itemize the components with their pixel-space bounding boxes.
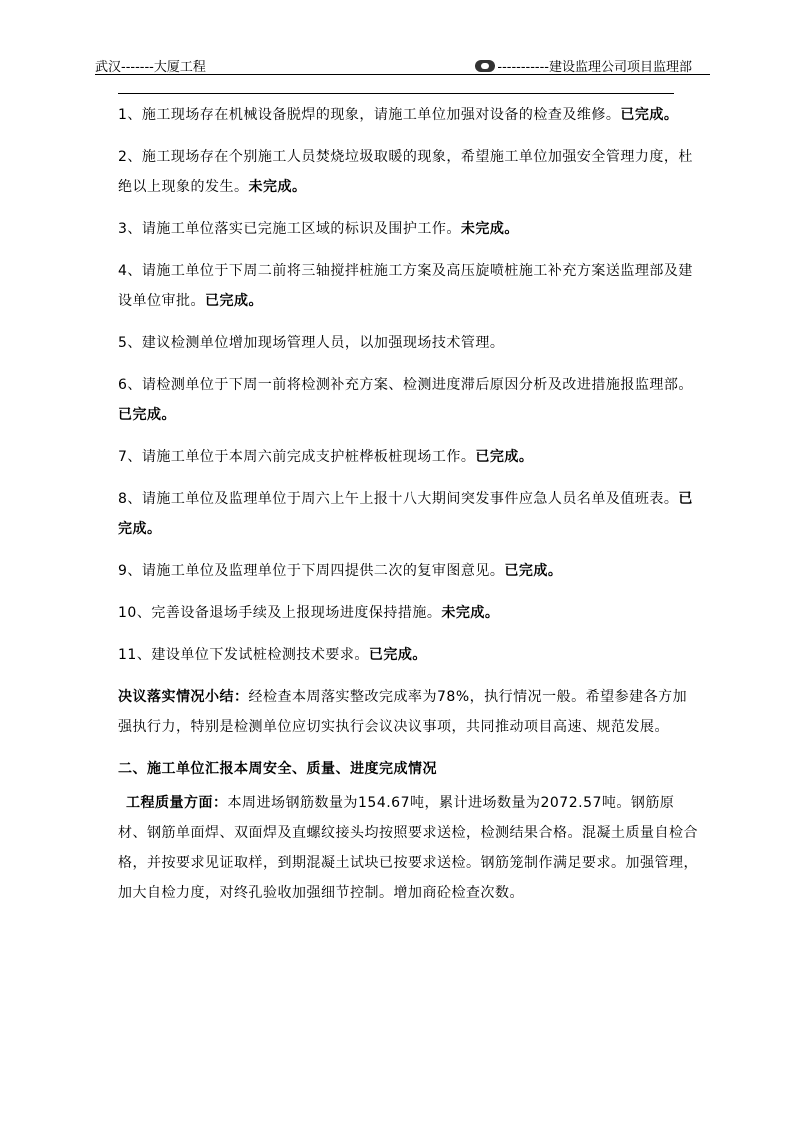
- list-item: 2、施工现场存在个别施工人员焚烧垃圾取暖的现象，希望施工单位加强安全管理力度，杜绝以上现象的发生。未完成。: [118, 149, 693, 195]
- list-item: 8、请施工单位及监理单位于周六上午上报十八大期间突发事件应急人员名单及值班表。已完成。: [118, 491, 693, 537]
- status-text: 未完成。: [248, 179, 307, 195]
- quality-label: 工程质量方面：: [126, 795, 228, 811]
- list-item: 10、完善设备退场手续及上报现场进度保持措施。未完成。: [118, 605, 500, 621]
- status-text: 已完成。: [475, 449, 534, 465]
- list-item: 7、请施工单位于本周六前完成支护桩桦板桩现场工作。已完成。: [118, 449, 534, 465]
- status-text: 已完成。: [504, 563, 563, 579]
- list-item: 5、建议检测单位增加现场管理人员，以加强现场技术管理。: [118, 335, 505, 351]
- quality-text: 本周进场钢筋数量为154.67吨，累计进场数量为2072.57吨。钢筋原材、钢筋单面焊、双面焊及直螺纹接头均按照要求送检，检测结果合格。混凝土质量自检合格，并按要求见证取样，到期混凝土试块已按要求送检。钢筋笼制作满足要求。加强管理，加大自检力度，对终孔验收加强细节控制。增加商砼检查次数。: [118, 795, 698, 901]
- page-header: [95, 52, 710, 75]
- header-project-name: 武汉-------大厦工程: [95, 60, 206, 75]
- section-heading: 二、施工单位汇报本周安全、质量、进度完成情况: [118, 761, 437, 777]
- list-item: 4、请施工单位于下周二前将三轴搅拌桩施工方案及高压旋喷桩施工补充方案送监理部及建设单位审批。已完成。: [118, 263, 693, 309]
- status-text: 未完成。: [460, 221, 519, 237]
- list-item: 3、请施工单位落实已完施工区域的标识及围护工作。未完成。: [118, 221, 519, 237]
- status-text: 已完成。: [620, 107, 679, 123]
- status-text: 已完成。: [205, 293, 263, 309]
- summary-text: 经检查本周落实整改完成率为78%，执行情况一般。希望参建各方加强执行力，特别是检测单位应切实执行会议决议事项，共同推动项目高速、规范发展。: [118, 689, 688, 735]
- summary-label: 决议落实情况小结：: [118, 689, 249, 705]
- list-item: 9、请施工单位及监理单位于下周四提供二次的复审图意见。已完成。: [118, 563, 563, 579]
- status-text: 已完成。: [118, 407, 176, 423]
- company-logo-icon: [475, 60, 495, 72]
- header-company-name: -----------建设监理公司项目监理部: [497, 60, 692, 75]
- summary-paragraph: [118, 682, 698, 742]
- document-body: [118, 100, 698, 920]
- status-text: 未完成。: [441, 605, 500, 621]
- header-company: [475, 56, 692, 75]
- quality-paragraph: [118, 788, 698, 908]
- status-text: 已完成。: [368, 647, 427, 663]
- header-divider: [118, 93, 674, 94]
- list-item: 1、施工现场存在机械设备脱焊的现象，请施工单位加强对设备的检查及维修。已完成。: [118, 107, 679, 123]
- status-text: 已完成。: [118, 491, 693, 537]
- list-item: 6、请检测单位于下周一前将检测补充方案、检测进度滞后原因分析及改进措施报监理部。已完成。: [118, 377, 693, 423]
- list-item: 11、建设单位下发试桩检测技术要求。已完成。: [118, 647, 427, 663]
